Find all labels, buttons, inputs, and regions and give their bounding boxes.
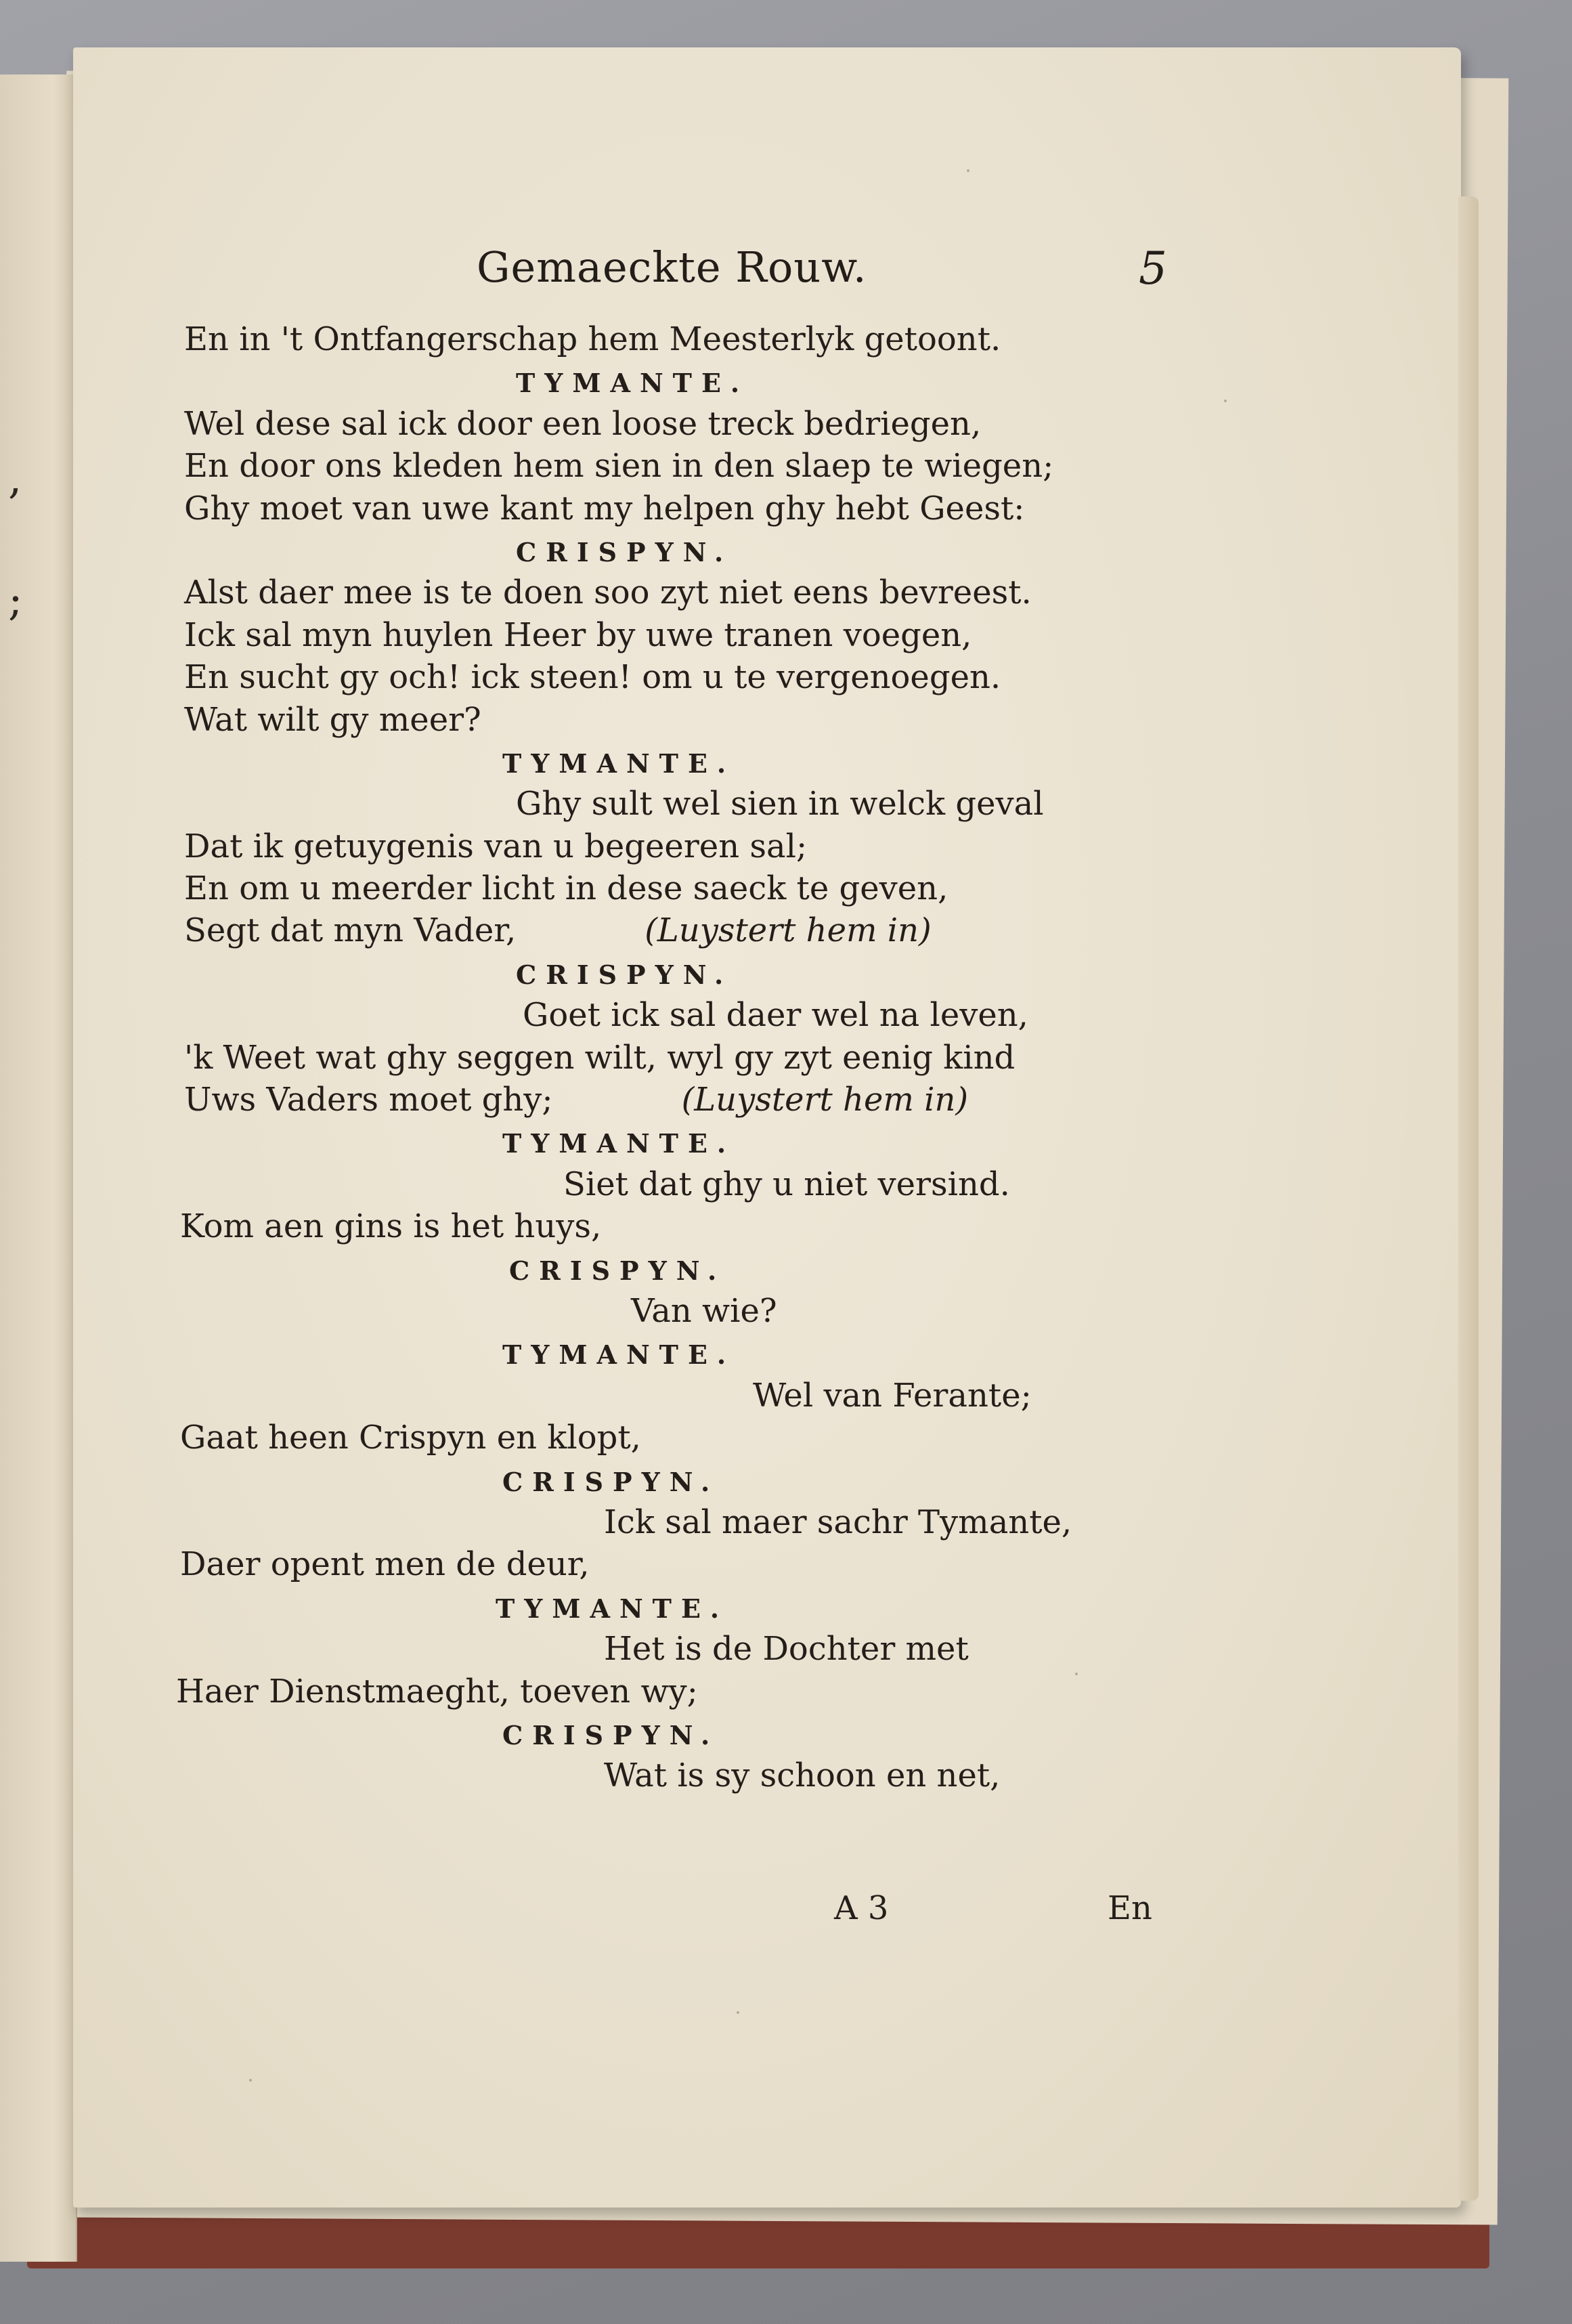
verse-text: En in 't Ontfangerschap hem Meesterlyk getoont.	[184, 320, 1001, 358]
stage-direction: (Luystert hem in)	[645, 911, 932, 950]
verse-line	[184, 783, 1200, 825]
speaker-name	[184, 1121, 1200, 1163]
verse-line	[184, 403, 1200, 445]
page-header	[73, 242, 1461, 310]
verse-line	[184, 1163, 1200, 1205]
verse-line	[184, 614, 1200, 656]
left-page-fragment: ;	[8, 576, 23, 626]
verse-line	[180, 1205, 1200, 1247]
verse-text: Goet ick sal daer wel na leven,	[523, 996, 1028, 1035]
verse-text: Wel van Ferante;	[753, 1376, 1032, 1415]
running-title: Gemaeckte Rouw.	[477, 242, 867, 292]
verse-line	[184, 488, 1200, 530]
verse-text: Ghy sult wel sien in welck geval	[516, 785, 1044, 823]
verse-text: En om u meerder licht in dese saeck te geven,	[184, 869, 948, 908]
verse-text: Kom aen gins is het huys,	[180, 1207, 602, 1246]
speaker-name	[184, 1713, 1200, 1755]
speaker-label: CRISPYN.	[502, 1466, 720, 1497]
speaker-label: TYMANTE.	[516, 368, 749, 399]
speaker-label: TYMANTE.	[502, 1339, 736, 1371]
speaker-label: CRISPYN.	[516, 536, 733, 567]
speaker-name	[184, 360, 1200, 402]
verse-text: Siet dat ghy u niet versind.	[563, 1165, 1010, 1203]
speaker-label: CRISPYN.	[502, 1719, 720, 1750]
verse-line	[184, 867, 1200, 909]
verse-text: Segt dat myn Vader,	[184, 911, 517, 950]
verse-text: En door ons kleden hem sien in den slaep te wiegen;	[184, 447, 1054, 486]
speaker-label: CRISPYN.	[509, 1255, 726, 1286]
verse-line	[180, 1417, 1200, 1459]
verse-line	[176, 1671, 1200, 1713]
play-text	[176, 318, 1200, 1797]
verse-text: Ghy moet van uwe kant my helpen ghy hebt Geest:	[184, 489, 1025, 528]
verse-line	[184, 1628, 1200, 1670]
verse-line	[184, 1375, 1200, 1417]
catchword: En	[1108, 1889, 1152, 1927]
verse-line	[184, 1501, 1200, 1543]
verse-line	[184, 1079, 1200, 1121]
speaker-name	[184, 1332, 1200, 1374]
verse-text: Ick sal maer sachr Tymante,	[604, 1503, 1072, 1541]
verse-line	[184, 656, 1200, 698]
verse-text: Uws Vaders moet ghy;	[184, 1081, 553, 1119]
speaker-label: CRISPYN.	[516, 959, 733, 990]
verse-text: Dat ik getuygenis van u begeeren sal;	[184, 827, 808, 865]
page-number: 5	[1139, 242, 1167, 295]
verse-line	[184, 445, 1200, 487]
speaker-name	[184, 1586, 1200, 1628]
verse-line	[184, 1290, 1200, 1332]
left-facing-page	[0, 74, 77, 2262]
signature-mark: A 3	[834, 1889, 889, 1927]
verse-line	[184, 1755, 1200, 1796]
verse-text: Ick sal myn huylen Heer by uwe tranen voegen,	[184, 616, 972, 654]
verse-text: Haer Dienstmaeght, toeven wy;	[176, 1672, 698, 1710]
verse-text: Van wie?	[631, 1291, 777, 1330]
verse-text: Wat wilt gy meer?	[184, 700, 481, 739]
verse-text: En sucht gy och! ick steen! om u te vergenoegen.	[184, 658, 1001, 697]
verse-text: Wel dese sal ick door een loose treck bedriegen,	[184, 404, 982, 443]
verse-line	[184, 909, 1200, 951]
verse-text: Wat is sy schoon en net,	[604, 1757, 1001, 1795]
book-page	[73, 47, 1461, 2208]
stage-direction: (Luystert hem in)	[681, 1081, 969, 1119]
verse-line	[184, 825, 1200, 867]
verse-text: Het is de Dochter met	[604, 1630, 969, 1669]
left-page-fragment: ,	[8, 454, 22, 504]
speaker-name	[184, 741, 1200, 783]
verse-text: Alst daer mee is te doen soo zyt niet eens bevreest.	[184, 574, 1032, 612]
verse-line	[184, 699, 1200, 741]
verse-text: 'k Weet wat ghy seggen wilt, wyl gy zyt eenig kind	[184, 1038, 1016, 1077]
speaker-label: TYMANTE.	[502, 1128, 736, 1159]
verse-line	[184, 994, 1200, 1036]
speaker-name	[184, 952, 1200, 994]
verse-line	[184, 572, 1200, 614]
verse-line	[184, 318, 1200, 360]
verse-line	[180, 1543, 1200, 1585]
speaker-name	[184, 530, 1200, 572]
speaker-label: TYMANTE.	[502, 748, 736, 779]
page-edge	[1458, 196, 1479, 2201]
verse-text: Daer opent men de deur,	[180, 1545, 590, 1584]
verse-text: Gaat heen Crispyn en klopt,	[180, 1419, 641, 1457]
verse-line	[184, 1037, 1200, 1079]
speaker-name	[184, 1459, 1200, 1501]
speaker-name	[184, 1248, 1200, 1290]
speaker-label: TYMANTE.	[496, 1593, 729, 1624]
